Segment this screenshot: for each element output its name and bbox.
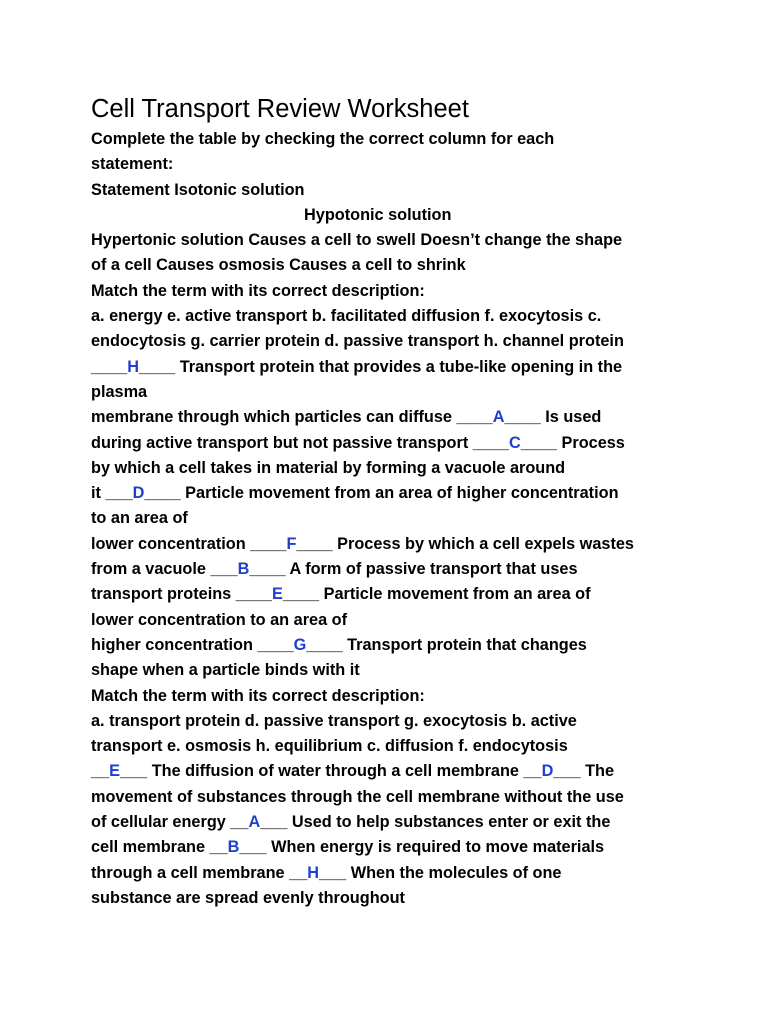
line-text: statement: [91,155,174,174]
text-line [91,506,691,531]
line-text: to an area of [91,509,188,528]
line-text: ____ Particle movement from an area of higher concentration [144,484,619,503]
answer-letter: B [237,560,250,579]
line-text: movement of substances through the cell membrane without the use [91,787,624,806]
answer-letter: E [109,762,120,781]
line-text: of cellular energy __ [91,813,249,832]
line-text: shape when a particle binds with it [91,661,360,680]
text-line [91,456,691,481]
line-text: membrane through which particles can diffuse ____ [91,408,493,427]
line-text: lower concentration to an area of [91,610,348,629]
answer-letter: C [508,433,521,452]
line-text: ___ When the molecules of one [319,863,562,882]
answer-letter: B [227,838,240,857]
text-line [91,431,691,456]
text-line [91,633,691,658]
line-text: Hypotonic solution [304,205,452,224]
text-line [91,279,691,304]
answer-letter: A [248,813,261,832]
answer-letter: H [127,357,139,376]
line-text: ____ Process by which a cell expels wastes [296,534,634,553]
line-text: ___ The [553,762,615,781]
line-text: substance are spread evenly throughout [91,888,405,907]
text-line [91,228,691,253]
line-text: ___ When energy is required to move materials [239,838,605,857]
line-text: lower concentration ____ [91,534,287,553]
text-line [91,355,691,380]
line-text: Hypertonic solution Causes a cell to swell Doesn’t change the shape [91,231,623,250]
line-text: Statement Isotonic solution [91,180,305,199]
line-text: ____ Process [520,433,625,452]
answer-letter: D [541,762,554,781]
worksheet-page [91,92,691,911]
text-line [91,253,691,278]
line-text: of a cell Causes osmosis Causes a cell to shrink [91,256,466,275]
text-line [91,785,691,810]
line-text: endocytosis g. carrier protein d. passive transport h. channel protein [91,332,624,351]
text-line [91,582,691,607]
text-line [91,380,691,405]
line-text: ____ Transport protein that provides a tube-like opening in the [139,357,623,376]
line-text: ___ Used to help substances enter or exit the [260,813,611,832]
text-line [91,684,691,709]
text-line [91,557,691,582]
line-text: transport proteins ____ [91,585,272,604]
line-text: Match the term with its correct description: [91,686,425,705]
line-text: cell membrane __ [91,838,228,857]
text-line [91,759,691,784]
line-text: from a vacuole ___ [91,560,238,579]
line-text: higher concentration ____ [91,635,294,654]
text-line [91,709,691,734]
line-text: Match the term with its correct description: [91,281,425,300]
line-text: a. energy e. active transport b. facilitated diffusion f. exocytosis c. [91,307,602,326]
answer-letter: A [492,408,505,427]
answer-letter: F [286,534,297,553]
text-line [91,886,691,911]
line-text: ____ Particle movement from an area of [282,585,591,604]
worksheet-title: Cell Transport Review Worksheet [91,95,469,123]
text-line [91,405,691,430]
text-line [91,658,691,683]
line-text: a. transport protein d. passive transport g. exocytosis b. active [91,711,577,730]
line-text: by which a cell takes in material by forming a vacuole around [91,458,566,477]
text-line [91,304,691,329]
line-text: it ___ [91,484,133,503]
text-line [91,861,691,886]
text-line [91,329,691,354]
line-text: plasma [91,382,148,401]
line-text: transport e. osmosis h. equilibrium c. diffusion f. endocytosis [91,737,568,756]
text-line [91,152,691,177]
worksheet-body [91,127,691,911]
line-text: ____ Transport protein that changes [306,635,587,654]
line-text: ___ The diffusion of water through a cell membrane __ [120,762,542,781]
line-text: through a cell membrane __ [91,863,308,882]
line-text: ____ [91,357,128,376]
text-line [91,835,691,860]
line-text: Complete the table by checking the correct column for each [91,130,555,148]
line-text: during active transport but not passive transport ____ [91,433,509,452]
text-line [91,178,691,203]
text-line [91,734,691,759]
text-line [91,203,691,228]
answer-letter: H [307,863,320,882]
line-text: __ [91,762,110,781]
text-line [91,532,691,557]
text-line [91,608,691,633]
text-line [91,481,691,506]
text-line [91,127,691,152]
line-text: ____ Is used [504,408,602,427]
answer-letter: D [132,484,145,503]
answer-letter: G [293,635,307,654]
text-line [91,810,691,835]
line-text: ____ A form of passive transport that uses [249,560,578,579]
answer-letter: E [271,585,283,604]
